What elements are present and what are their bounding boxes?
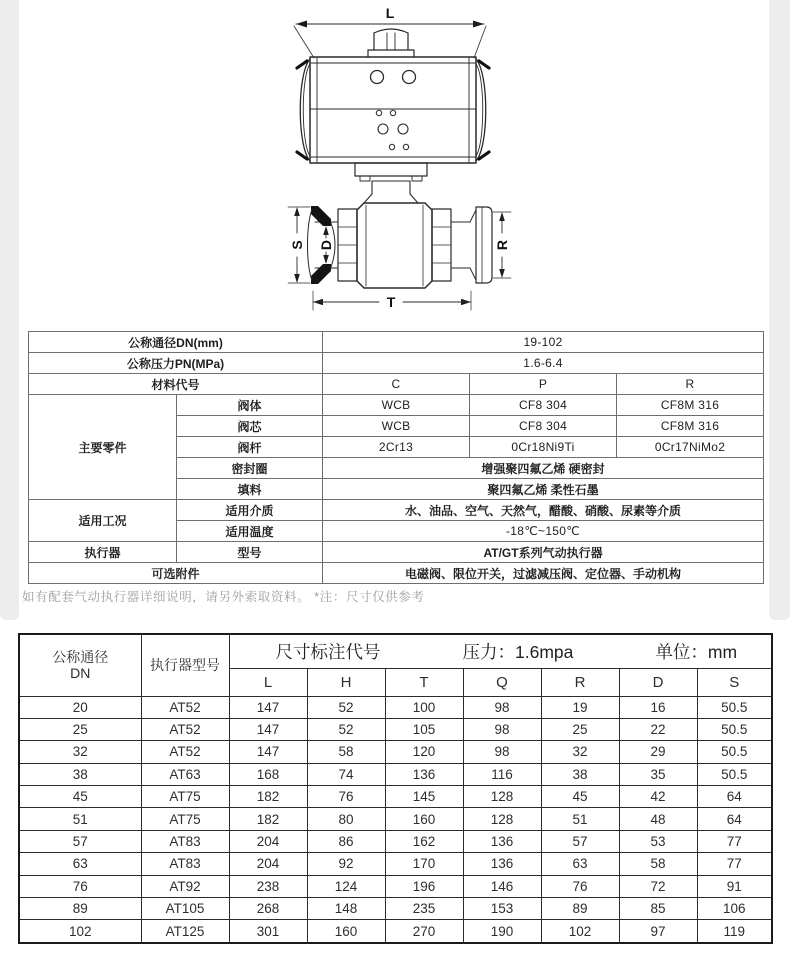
col-header-d: D xyxy=(619,668,697,696)
dim-r: 19 xyxy=(541,696,619,718)
dim-r: 102 xyxy=(541,920,619,943)
seal-value: 增强聚四氟乙烯 硬密封 xyxy=(323,458,764,479)
spec-row-body xyxy=(29,395,764,416)
dimension-table xyxy=(18,633,773,944)
table-row xyxy=(19,718,772,740)
dim-h: 92 xyxy=(307,853,385,875)
dim-label-l: L xyxy=(385,5,395,21)
dim-q: 98 xyxy=(463,696,541,718)
dim-h: 160 xyxy=(307,920,385,943)
temp-label: 适用温度 xyxy=(177,521,323,542)
body-p: CF8 304 xyxy=(470,395,617,416)
dim-s: 64 xyxy=(697,808,772,830)
dim-l: 168 xyxy=(229,763,307,785)
dn-value: 51 xyxy=(19,808,141,830)
spec-row-medium xyxy=(29,500,764,521)
col-header-h: H xyxy=(307,668,385,696)
dn-value: 20 xyxy=(19,696,141,718)
dim-label-d: D xyxy=(318,239,334,251)
dim-h: 86 xyxy=(307,830,385,852)
col-header-t: T xyxy=(385,668,463,696)
dn-value: 63 xyxy=(19,853,141,875)
dim-q: 98 xyxy=(463,741,541,763)
dim-d: 42 xyxy=(619,786,697,808)
seal-label: 密封圈 xyxy=(177,458,323,479)
dim-d: 16 xyxy=(619,696,697,718)
table-row xyxy=(19,808,772,830)
dim-t: 160 xyxy=(385,808,463,830)
dim-span-header xyxy=(229,634,772,668)
dim-label-r: R xyxy=(494,239,510,251)
dim-h: 80 xyxy=(307,808,385,830)
dim-r: 45 xyxy=(541,786,619,808)
table-row xyxy=(19,830,772,852)
model-value: AT/GT系列气动执行器 xyxy=(323,542,764,563)
valve-body xyxy=(308,203,493,288)
dim-q: 153 xyxy=(463,898,541,920)
dim-s: 50.5 xyxy=(697,718,772,740)
dim-h: 124 xyxy=(307,875,385,897)
dim-r: 57 xyxy=(541,830,619,852)
dim-s: 64 xyxy=(697,786,772,808)
dim-d: 35 xyxy=(619,763,697,785)
col-header-l: L xyxy=(229,668,307,696)
dim-h: 52 xyxy=(307,718,385,740)
dim-code-label: 尺寸标注代号 xyxy=(275,641,381,662)
actuator-model: AT75 xyxy=(141,786,229,808)
dim-s: 119 xyxy=(697,920,772,943)
dim-l: 238 xyxy=(229,875,307,897)
dim-q: 146 xyxy=(463,875,541,897)
packing-label: 填料 xyxy=(177,479,323,500)
dim-q: 136 xyxy=(463,853,541,875)
dim-table-body xyxy=(19,696,772,943)
pn-label: 公称压力PN(MPa) xyxy=(29,353,323,374)
accessory-label: 可选附件 xyxy=(29,563,323,584)
dim-label-s: S xyxy=(289,240,305,250)
material-p: P xyxy=(470,374,617,395)
actuator-body xyxy=(310,29,476,203)
medium-label: 适用介质 xyxy=(177,500,323,521)
material-c: C xyxy=(323,374,470,395)
dim-t: 162 xyxy=(385,830,463,852)
dn-value: 45 xyxy=(19,786,141,808)
stem-p: 0Cr18Ni9Ti xyxy=(470,437,617,458)
dim-d: 48 xyxy=(619,808,697,830)
footnote-text: 如有配套气动执行器详细说明，请另外索取资料。 *注：尺寸仅供参考 xyxy=(22,590,425,604)
material-r: R xyxy=(617,374,764,395)
condition-label: 适用工况 xyxy=(29,500,177,542)
dim-q: 116 xyxy=(463,763,541,785)
dn-value: 102 xyxy=(19,920,141,943)
valve-technical-drawing xyxy=(0,0,790,330)
actuator-model: AT125 xyxy=(141,920,229,943)
col-header-s: S xyxy=(697,668,772,696)
medium-value: 水、油品、空气、天然气，醋酸、硝酸、尿素等介质 xyxy=(323,500,764,521)
dim-s: 50.5 xyxy=(697,696,772,718)
packing-value: 聚四氟乙烯 柔性石墨 xyxy=(323,479,764,500)
body-r: CF8M 316 xyxy=(617,395,764,416)
spec-row-dn xyxy=(29,332,764,353)
dim-h: 52 xyxy=(307,696,385,718)
dn-value: 32 xyxy=(19,741,141,763)
dn-value: 25 xyxy=(19,718,141,740)
parts-label: 主要零件 xyxy=(29,395,177,500)
table-row xyxy=(19,875,772,897)
dim-d: 29 xyxy=(619,741,697,763)
actuator-model-header: 执行器型号 xyxy=(141,634,229,696)
core-label: 阀芯 xyxy=(177,416,323,437)
dim-d: 72 xyxy=(619,875,697,897)
core-r: CF8M 316 xyxy=(617,416,764,437)
body-label: 阀体 xyxy=(177,395,323,416)
dim-header-row-1 xyxy=(19,634,772,668)
table-row xyxy=(19,898,772,920)
actuator-model: AT92 xyxy=(141,875,229,897)
col-header-r: R xyxy=(541,668,619,696)
dn-value: 89 xyxy=(19,898,141,920)
dim-label-t: T xyxy=(386,294,396,310)
dim-r: 25 xyxy=(541,718,619,740)
stem-r: 0Cr17NiMo2 xyxy=(617,437,764,458)
dn-value: 19-102 xyxy=(323,332,764,353)
unit-label: 单位：mm xyxy=(655,641,738,662)
dn-column-header xyxy=(19,634,141,696)
table-row xyxy=(19,741,772,763)
dim-t: 100 xyxy=(385,696,463,718)
dim-t: 196 xyxy=(385,875,463,897)
dim-s: 50.5 xyxy=(697,741,772,763)
dim-t: 105 xyxy=(385,718,463,740)
dim-d: 53 xyxy=(619,830,697,852)
actuator-model: AT83 xyxy=(141,853,229,875)
core-p: CF8 304 xyxy=(470,416,617,437)
dim-t: 235 xyxy=(385,898,463,920)
actuator-model: AT52 xyxy=(141,741,229,763)
actuator-model: AT52 xyxy=(141,696,229,718)
temp-value: -18℃~150℃ xyxy=(323,521,764,542)
dim-l: 182 xyxy=(229,786,307,808)
dim-t: 145 xyxy=(385,786,463,808)
dim-l: 204 xyxy=(229,830,307,852)
dim-t: 270 xyxy=(385,920,463,943)
actuator-model: AT63 xyxy=(141,763,229,785)
accessory-value: 电磁阀、限位开关，过滤减压阀、定位器、手动机构 xyxy=(323,563,764,584)
dim-h: 148 xyxy=(307,898,385,920)
dim-t: 120 xyxy=(385,741,463,763)
dim-l: 147 xyxy=(229,718,307,740)
dim-s: 77 xyxy=(697,853,772,875)
dim-r: 63 xyxy=(541,853,619,875)
spec-table xyxy=(28,331,764,584)
dim-h: 58 xyxy=(307,741,385,763)
actuator-model: AT75 xyxy=(141,808,229,830)
stem-label: 阀杆 xyxy=(177,437,323,458)
actuator-model: AT52 xyxy=(141,718,229,740)
dim-r: 38 xyxy=(541,763,619,785)
spec-row-pn xyxy=(29,353,764,374)
material-label: 材料代号 xyxy=(29,374,323,395)
pn-value: 1.6-6.4 xyxy=(323,353,764,374)
dim-q: 128 xyxy=(463,808,541,830)
dim-s: 91 xyxy=(697,875,772,897)
dim-q: 190 xyxy=(463,920,541,943)
dim-d: 58 xyxy=(619,853,697,875)
col-header-q: Q xyxy=(463,668,541,696)
actuator-model: AT83 xyxy=(141,830,229,852)
dn-label: 公称通径DN(mm) xyxy=(29,332,323,353)
dim-s: 77 xyxy=(697,830,772,852)
pressure-label: 压力：1.6mpa xyxy=(462,641,574,662)
dim-d: 97 xyxy=(619,920,697,943)
dim-h: 76 xyxy=(307,786,385,808)
dim-l: 182 xyxy=(229,808,307,830)
dn-value: 38 xyxy=(19,763,141,785)
dim-r: 76 xyxy=(541,875,619,897)
dim-d: 22 xyxy=(619,718,697,740)
dn-value: 76 xyxy=(19,875,141,897)
dim-r: 89 xyxy=(541,898,619,920)
table-row xyxy=(19,853,772,875)
table-row xyxy=(19,763,772,785)
dim-l: 268 xyxy=(229,898,307,920)
spec-row-actuator xyxy=(29,542,764,563)
spec-row-material xyxy=(29,374,764,395)
dim-t: 170 xyxy=(385,853,463,875)
table-row xyxy=(19,786,772,808)
dim-r: 32 xyxy=(541,741,619,763)
table-row xyxy=(19,920,772,943)
body-c: WCB xyxy=(323,395,470,416)
dim-t: 136 xyxy=(385,763,463,785)
dim-q: 128 xyxy=(463,786,541,808)
model-label: 型号 xyxy=(177,542,323,563)
dim-d: 85 xyxy=(619,898,697,920)
dn-header-line1: 公称通径 xyxy=(52,649,109,666)
dim-s: 106 xyxy=(697,898,772,920)
core-c: WCB xyxy=(323,416,470,437)
dn-value: 57 xyxy=(19,830,141,852)
dn-header-line2: DN xyxy=(70,665,91,682)
dim-l: 147 xyxy=(229,696,307,718)
dim-r: 51 xyxy=(541,808,619,830)
stem-c: 2Cr13 xyxy=(323,437,470,458)
dim-l: 147 xyxy=(229,741,307,763)
actuator-label: 执行器 xyxy=(29,542,177,563)
actuator-model: AT105 xyxy=(141,898,229,920)
table-row xyxy=(19,696,772,718)
dim-q: 136 xyxy=(463,830,541,852)
dim-s: 50.5 xyxy=(697,763,772,785)
dim-q: 98 xyxy=(463,718,541,740)
dimension-l xyxy=(294,21,486,59)
dim-l: 301 xyxy=(229,920,307,943)
spec-row-accessory xyxy=(29,563,764,584)
dim-l: 204 xyxy=(229,853,307,875)
dim-h: 74 xyxy=(307,763,385,785)
